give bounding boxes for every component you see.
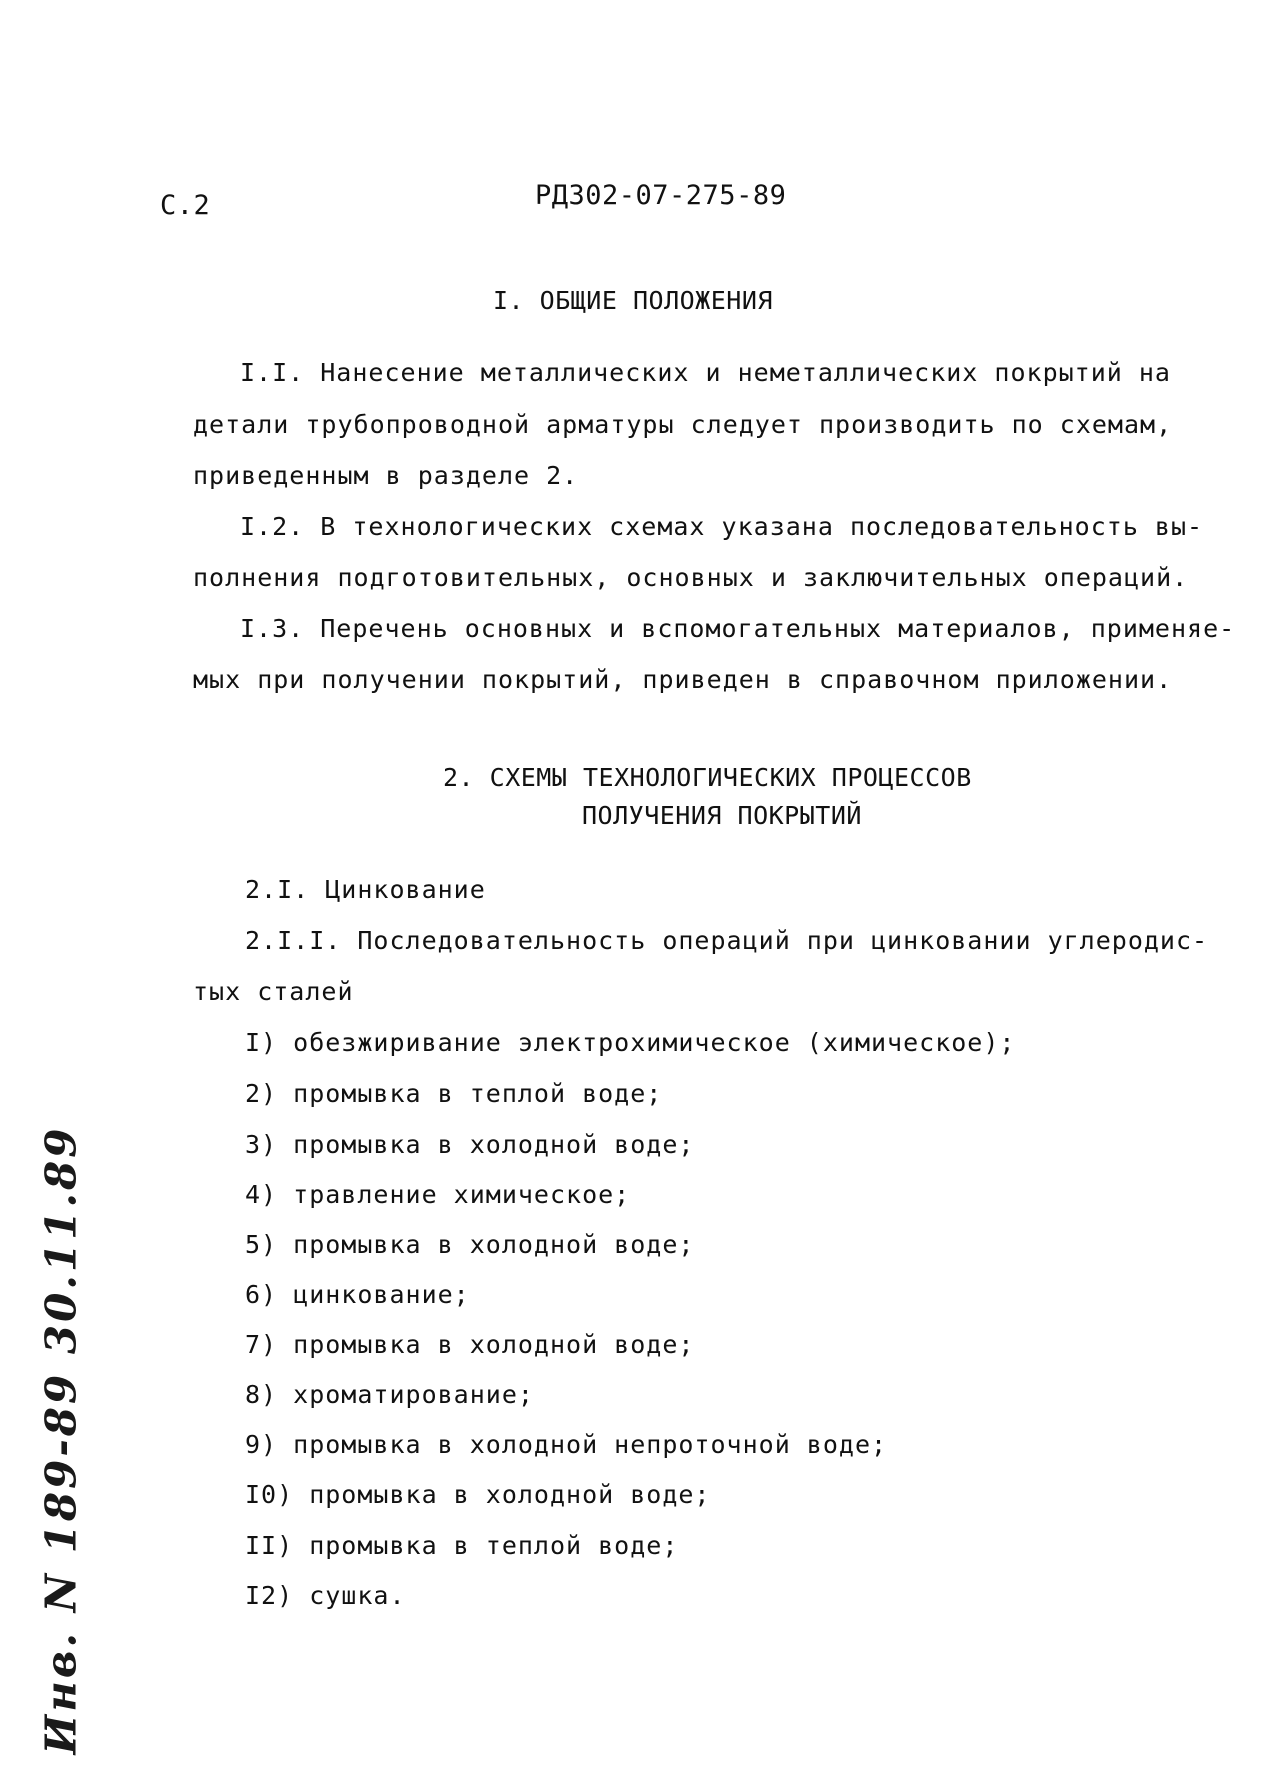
step-3: 3) промывка в холодной воде; — [245, 1130, 695, 1159]
step-5: 5) промывка в холодной воде; — [245, 1230, 695, 1259]
paragraph-1-1-line-3: приведенным в разделе 2. — [193, 461, 579, 490]
section-2-heading-line-1: 2. СХЕМЫ ТЕХНОЛОГИЧЕСКИХ ПРОЦЕССОВ — [443, 763, 972, 792]
subsection-2-1-1-line-1: 2.I.I. Последовательность операций при цинковании углеродис- — [245, 926, 1209, 955]
doc-code: РД302-07-275-89 — [535, 180, 787, 211]
paragraph-1-1-line-2: детали трубопроводной арматуры следует производить по схемам, — [193, 410, 1173, 439]
step-1: I) обезжиривание электрохимическое (химическое); — [245, 1028, 1016, 1057]
section-2-heading-line-2: ПОЛУЧЕНИЯ ПОКРЫТИЙ — [582, 801, 862, 830]
step-2: 2) промывка в теплой воде; — [245, 1079, 663, 1108]
step-9: 9) промывка в холодной непроточной воде; — [245, 1430, 888, 1459]
inventory-stamp — [6, 1125, 116, 1755]
step-6: 6) цинкование; — [245, 1280, 470, 1309]
section-1-heading: I. ОБЩИЕ ПОЛОЖЕНИЯ — [493, 286, 773, 315]
subsection-2-1-1-line-2: тых сталей — [193, 977, 354, 1006]
paragraph-1-2-line-2: полнения подготовительных, основных и заключительных операций. — [193, 563, 1189, 592]
page-label: С.2 — [160, 190, 211, 221]
step-4: 4) травление химическое; — [245, 1180, 631, 1209]
paragraph-1-3-line-2: мых при получении покрытий, приведен в справочном приложении. — [193, 665, 1173, 694]
step-7: 7) промывка в холодной воде; — [245, 1330, 695, 1359]
inventory-stamp-text: Инв. N 189-89 30.11.89 — [36, 1125, 86, 1755]
subsection-2-1-heading: 2.I. Цинкование — [245, 875, 486, 904]
step-10: I0) промывка в холодной воде; — [245, 1480, 711, 1509]
step-8: 8) хроматирование; — [245, 1380, 534, 1409]
paragraph-1-1-line-1: I.I. Нанесение металлических и неметаллических покрытий на — [240, 358, 1171, 387]
step-11: II) промывка в теплой воде; — [245, 1531, 679, 1560]
paragraph-1-2-line-1: I.2. В технологических схемах указана последовательность вы- — [240, 512, 1204, 541]
step-12: I2) сушка. — [245, 1581, 406, 1610]
paragraph-1-3-line-1: I.3. Перечень основных и вспомогательных материалов, применяе- — [240, 614, 1236, 643]
